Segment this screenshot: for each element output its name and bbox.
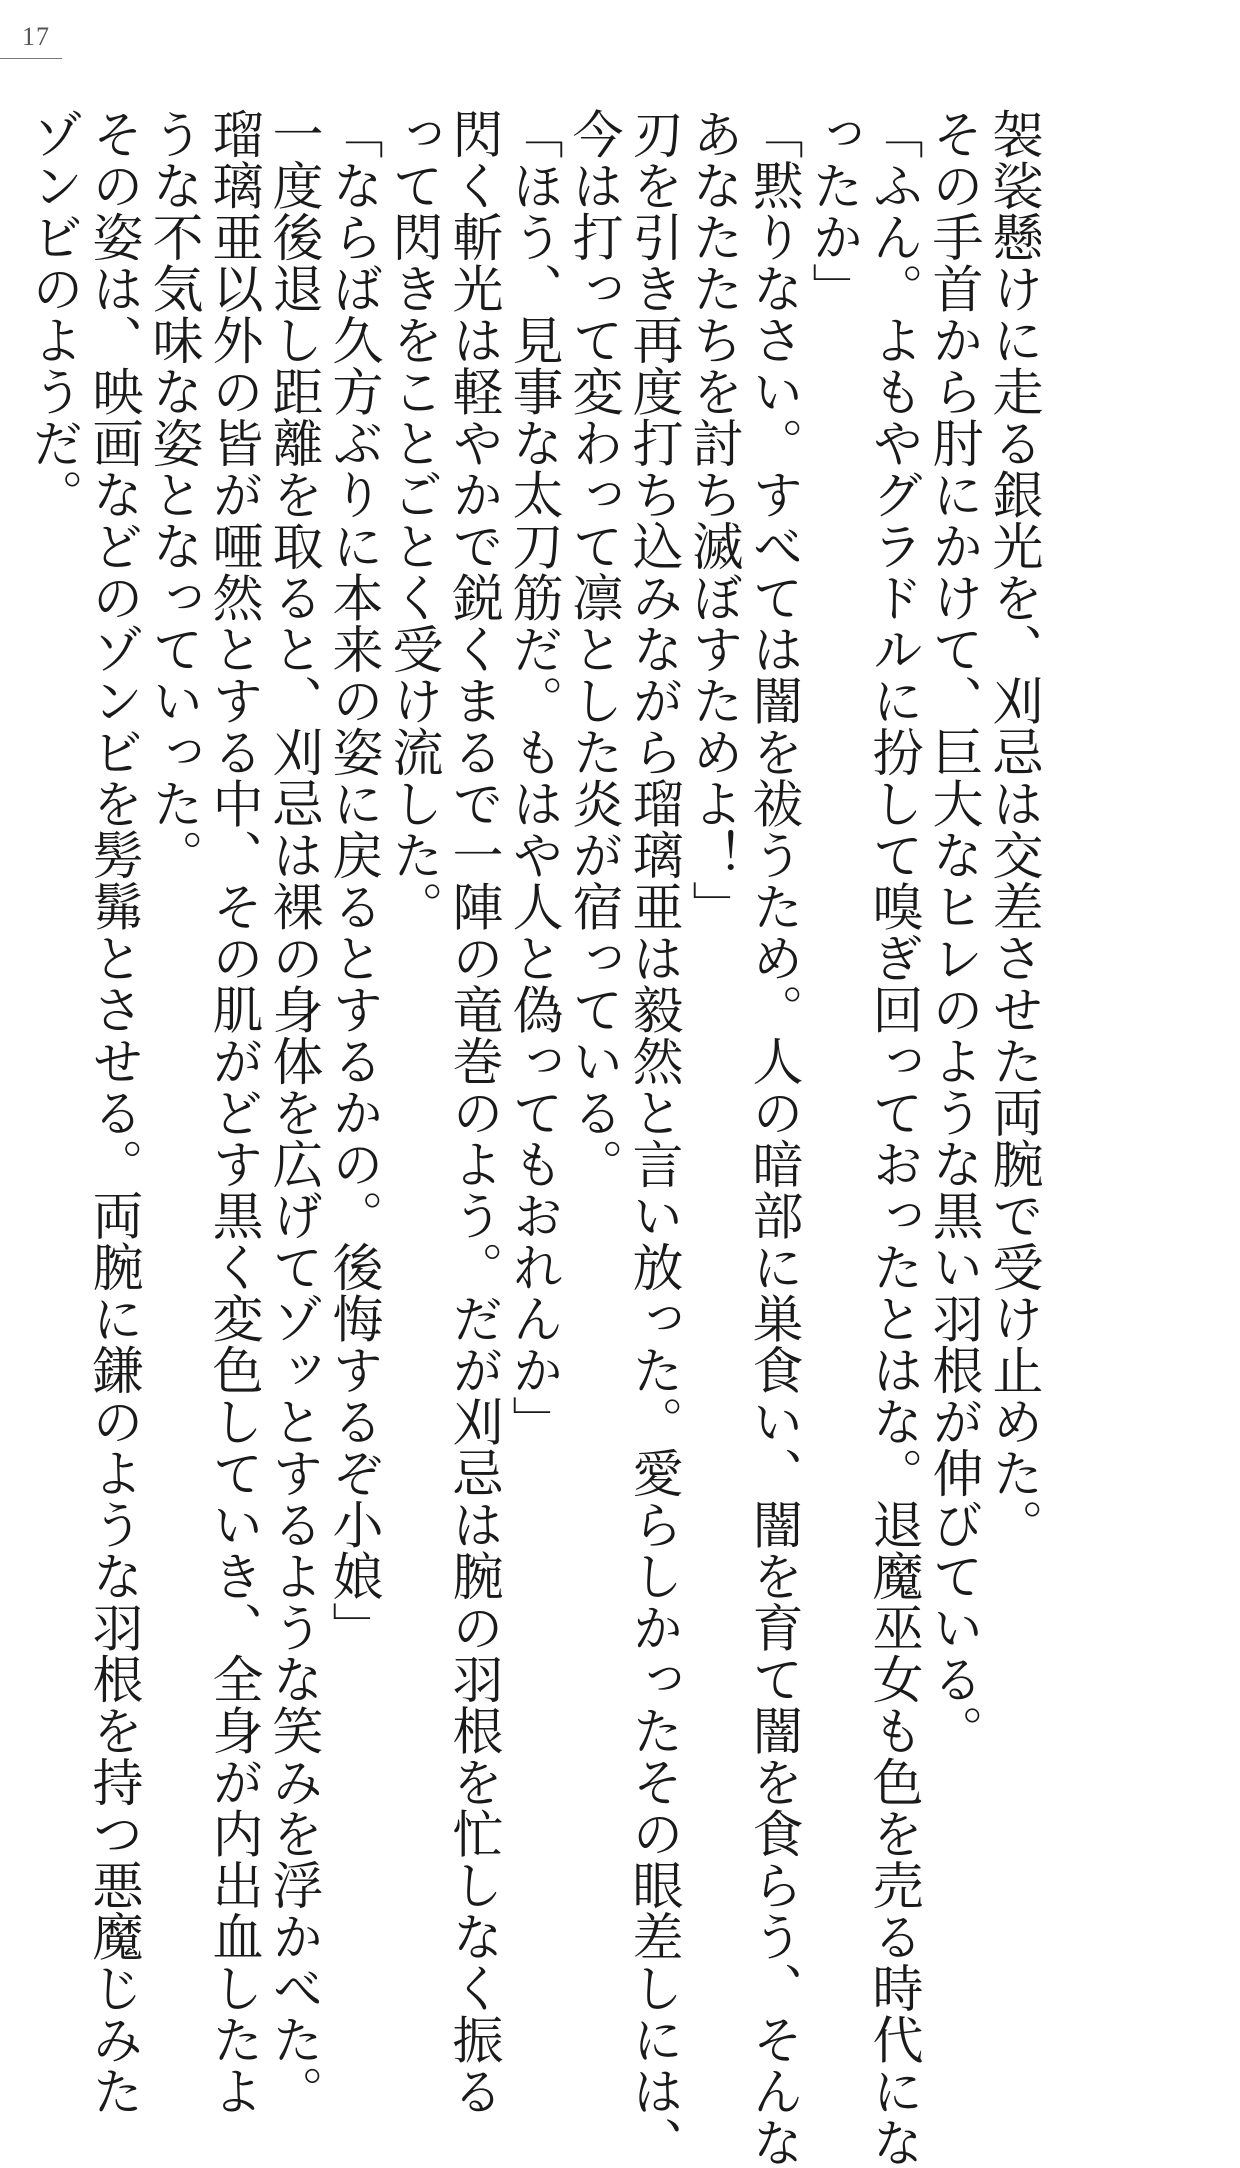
text-column: 刃を引き再度打ち込みながら瑠璃亜は毅然と言い放った。愛らしかったその眼差しには、 xyxy=(623,108,682,2168)
page-number-rule xyxy=(0,58,62,59)
text-column: 「黙りなさい。すべては闇を祓うため。人の暗部に巣食い、闇を育て闇を食らう、そんな xyxy=(743,108,802,2168)
text-column: その姿は、映画などのゾンビを髣髴とさせる。両腕に鎌のような羽根を持つ悪魔じみた xyxy=(83,108,142,2117)
text-column: あなたたちを討ち滅ぼすためよ！」 xyxy=(683,108,742,932)
text-column: って閃きをことごとく受け流した。 xyxy=(383,108,442,932)
text-column: 「ならば久方ぶりに本来の姿に戻るとするかの。後悔するぞ小娘」 xyxy=(323,108,382,1653)
text-column: 一度後退し距離を取ると、刈忌は裸の身体を広げてゾッとするような笑みを浮かべた。 xyxy=(263,108,322,2117)
page-number: 17 xyxy=(22,22,50,51)
body-text xyxy=(23,108,1042,2168)
text-column: その手首から肘にかけて、巨大なヒレのような黒い羽根が伸びている。 xyxy=(923,108,982,1756)
text-column: 閃く斬光は軽やかで鋭くまるで一陣の竜巻のよう。だが刈忌は腕の羽根を忙しなく振る xyxy=(443,108,502,2117)
text-column: 瑠璃亜以外の皆が唖然とする中、その肌がどす黒く変色していき、全身が内出血したよ xyxy=(203,108,262,2117)
text-column: 今は打って変わって凛とした炎が宿っている。 xyxy=(563,108,622,1190)
text-column: 袈裟懸けに走る銀光を、刈忌は交差させた両腕で受け止めた。 xyxy=(983,108,1042,1550)
text-column: 「ほう、見事な太刀筋だ。もはや人と偽ってもおれんか」 xyxy=(503,108,562,1447)
text-column: ゾンビのようだ。 xyxy=(23,108,82,520)
text-column: 「ふん。よもやグラドルに扮して嗅ぎ回っておったとはな。退魔巫女も色を売る時代にな xyxy=(863,108,922,2168)
text-column: ったか」 xyxy=(803,108,862,314)
text-column: うな不気味な姿となっていった。 xyxy=(143,108,202,881)
